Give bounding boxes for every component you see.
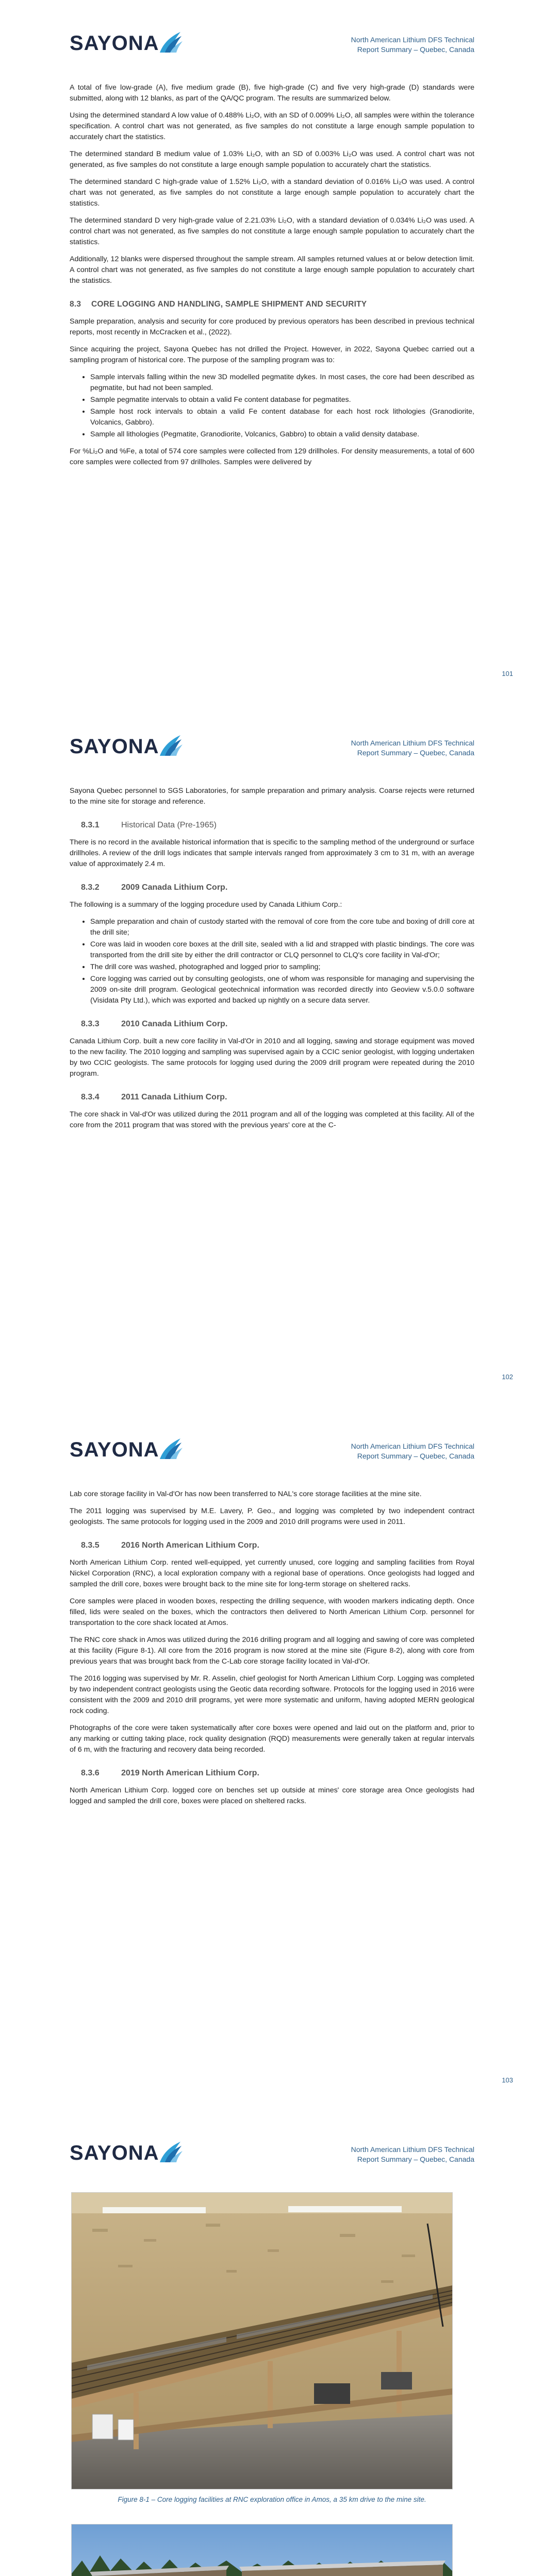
core-storage-sheds-image	[72, 2524, 452, 2576]
list-item: • Core was laid in wooden core boxes at the drill site, sealed with a lid and strapped with plastic bindings. The core was transported from the drill site by either the drill contractor or CLQ personnel to CLQ's core facility in Val-d'Or;	[90, 939, 474, 961]
subsection-number: 8.3.1	[81, 821, 100, 829]
report-title-line2: Report Summary – Quebec, Canada	[357, 45, 474, 54]
page-number: 103	[502, 2076, 513, 2084]
paragraph: The determined standard B medium value of 1.03% Li₂O, with an SD of 0.003% Li₂O was used. A control chart was not generated, as five samples do not constitute a large enough sample population to accurately chart the statistics.	[70, 150, 474, 169]
subsection-number: 8.3.5	[81, 1541, 100, 1550]
subsection-number: 8.3.4	[81, 1093, 100, 1101]
report-title-line1: North American Lithium DFS Technical	[351, 739, 474, 747]
subsection-title: 2016 North American Lithium Corp.	[121, 1541, 259, 1550]
list-item: • Sample pegmatite intervals to obtain a valid Fe content database for pegmatites.	[90, 395, 474, 405]
paragraph: Sayona Quebec personnel to SGS Laboratories, for sample preparation and primary analysis. Coarse rejects were returned to the mine site for storage and reference.	[70, 787, 474, 806]
paragraph: The determined standard D very high-grade value of 2.21.03% Li₂O, with a standard deviation of 0.034% Li₂O was used. A control chart was not generated, as five samples do not constitute a large enough sample population to accurately chart the statistics.	[70, 216, 474, 246]
paragraph: Since acquiring the project, Sayona Quebec has not drilled the Project. However, in 2022, Sayona Quebec carried out a sampling program of historical core. The purpose of the sampling program was to:	[70, 345, 474, 364]
subsection-heading-8-3-2	[70, 883, 474, 892]
leaf-icon	[158, 1436, 184, 1460]
subsection-number: 8.3.6	[81, 1769, 100, 1777]
list-item: • Sample preparation and chain of custody started with the removal of core from the core tube and boxing of drill core at the drill site;	[90, 917, 474, 938]
subsection-heading-8-3-1	[70, 821, 474, 830]
logo-text: SAYONA	[70, 2142, 159, 2164]
report-title-line2: Report Summary – Quebec, Canada	[357, 1452, 474, 1460]
paragraph: For %Li₂O and %Fe, a total of 574 core samples were collected from 129 drillholes. For density measurements, a total of 600 core samples were collected from 97 drillholes. Samples were delivered by	[70, 447, 474, 466]
paragraph: The 2016 logging was supervised by Mr. R. Asselin, chief geologist for North American Lithium Corp. Logging was completed by two independent contract geologists using the Geotic data recording software. Protocols for the logging used in 2016 were consistent with the 2009 and 2010 drill programs, yet were more systematic and uniform, having adopted MERN geological rock coding.	[70, 1674, 474, 1715]
subsection-title: 2009 Canada Lithium Corp.	[121, 883, 228, 892]
paragraph: Lab core storage facility in Val-d'Or has now been transferred to NAL's core storage facilities at the mine site.	[70, 1490, 422, 1498]
leaf-icon	[158, 733, 184, 757]
list-item: • Sample all lithologies (Pegmatite, Granodiorite, Volcanics, Gabbro) to obtain a valid density database.	[90, 429, 474, 440]
subsection-number: 8.3.2	[81, 883, 100, 892]
list-item: • Sample intervals falling within the new 3D modelled pegmatite dykes. In most cases, the core had been described as pegmatite, but had not been sampled.	[90, 372, 474, 394]
report-title-line1: North American Lithium DFS Technical	[351, 2145, 474, 2154]
figure-8-2-photo	[71, 2524, 453, 2576]
subsection-title: 2019 North American Lithium Corp.	[121, 1769, 259, 1777]
page-101	[0, 0, 544, 703]
core-logging-facility-image	[72, 2193, 452, 2489]
logo-text: SAYONA	[70, 1438, 159, 1461]
page-header	[70, 27, 474, 63]
leaf-icon	[158, 30, 184, 54]
sayona-logo	[70, 2140, 184, 2163]
paragraph: Using the determined standard A low value of 0.488% Li₂O, with an SD of 0.009% Li₂O, all samples were within the tolerance specification. A control chart was not generated, as five samples do not constitute a large enough sample population to accurately chart the statistics.	[70, 111, 474, 141]
subsection-title: 2010 Canada Lithium Corp.	[121, 1020, 228, 1028]
bullet-list	[70, 372, 474, 440]
paragraph: The following is a summary of the logging procedure used by Canada Lithium Corp.:	[70, 901, 342, 909]
subsection-heading-8-3-5	[70, 1541, 474, 1550]
subsection-heading-8-3-4	[70, 1093, 474, 1102]
sayona-logo	[70, 30, 184, 54]
paragraph: The determined standard C high-grade value of 1.52% Li₂O, with a standard deviation of 0.016% Li₂O was used. A control chart was not generated, as five samples do not constitute a large enough sample population to accurately chart the statistics.	[70, 178, 474, 208]
report-title-line1: North American Lithium DFS Technical	[351, 1442, 474, 1450]
subsection-number: 8.3.3	[81, 1020, 100, 1028]
list-item: • Core logging was carried out by consulting geologists, one of whom was responsible for managing and supervising the 2009 on-site drill program. Geological geotechnical information was recorded directly into Geoview v.5.0.0 software (Visidata Pty Ltd.), which was exported and backed up nightly on a secure data server.	[90, 974, 474, 1006]
page-104	[0, 2110, 544, 2576]
logo-text: SAYONA	[70, 32, 159, 55]
list-item: • The drill core was washed, photographed and logged prior to sampling;	[90, 962, 474, 973]
paragraph: There is no record in the available historical information that is specific to the sampling method of the underground or surface drillholes. A review of the drill logs indicates that sample intervals ranged from approximately 3 cm to 31 m, with an average value of approximately 2.4 m.	[70, 838, 474, 868]
report-title	[351, 1442, 474, 1461]
list-item: • Sample host rock intervals to obtain a valid Fe content database for each host rock lithologies (Granodiorite, Volcanics, Gabbro).	[90, 406, 474, 428]
sayona-logo	[70, 733, 184, 757]
report-title	[351, 2145, 474, 2164]
paragraph: Core samples were placed in wooden boxes, respecting the drilling sequence, with wooden markers indicating depth. Once filled, lids were sealed on the boxes, which the contractors then delivered to North American Lithium Corp. personnel for transportation to the core shack located at Amos.	[70, 1597, 474, 1627]
page-header	[70, 730, 474, 766]
subsection-heading-8-3-3	[70, 1020, 474, 1029]
page-number: 102	[502, 1373, 513, 1381]
paragraph: A total of five low-grade (A), five medium grade (B), five high-grade (C) and five very high-grade (D) standards were submitted, along with 12 blanks, as part of the QA/QC program. The results are summarized below.	[70, 83, 474, 103]
page-103	[0, 1406, 544, 2110]
figure-8-1-photo	[71, 2192, 453, 2489]
section-heading-8-3	[70, 300, 474, 309]
bullet-list	[70, 917, 474, 1006]
page-header	[70, 2137, 474, 2173]
report-title-line1: North American Lithium DFS Technical	[351, 36, 474, 44]
page-102	[0, 703, 544, 1406]
paragraph: North American Lithium Corp. logged core on benches set up outside at mines' core storage area Once geologists had logged and sampled the drill core, boxes were placed on sheltered racks.	[70, 1786, 474, 1805]
paragraph: Photographs of the core were taken systematically after core boxes were opened and laid out on the platform and, prior to any marking or cutting taking place, rock quality designation (RQD) measurements were generally taken at regular intervals of 6 m, with the fracturing and recovery data being recorded.	[70, 1724, 474, 1754]
paragraph: Canada Lithium Corp. built a new core facility in Val-d'Or in 2010 and all logging, sawing and storage equipment was moved to the new facility. The 2010 logging and sampling was supervised again by a CCIC senior geologist, with logging undertaken by two CCIC geologists. The same protocols for logging used during the 2009 drill program were repeated during the 2010 program.	[70, 1037, 474, 1078]
leaf-icon	[158, 2140, 184, 2163]
report-title	[351, 738, 474, 758]
subsection-title: Historical Data (Pre-1965)	[121, 821, 217, 829]
report-title	[351, 35, 474, 55]
page-header	[70, 1433, 474, 1469]
section-title: CORE LOGGING AND HANDLING, SAMPLE SHIPMENT AND SECURITY	[91, 300, 367, 309]
report-title-line2: Report Summary – Quebec, Canada	[357, 2155, 474, 2163]
logo-text: SAYONA	[70, 735, 159, 758]
page-number: 101	[502, 670, 513, 677]
paragraph: North American Lithium Corp. rented well-equipped, yet currently unused, core logging and sampling facilities from Royal Nickel Corporation (RNC), a local exploration company with a regional base of operations. Once geologists had logged and sampled the drill core, boxes were brought back to the mine site for long-term storage on sheltered racks.	[70, 1558, 474, 1588]
paragraph: The RNC core shack in Amos was utilized during the 2016 drilling program and all logging and sawing of core was completed at this facility (Figure 8-1). All core from the 2016 program is now stored at the mine site (Figure 8-2), along with core from previous years that was brought back from the C-Lab core storage facility located in Val-d'Or.	[70, 1636, 474, 1666]
subsection-title: 2011 Canada Lithium Corp.	[121, 1093, 227, 1101]
figure-8-1-caption: Figure 8-1 – Core logging facilities at RNC exploration office in Amos, a 35 km drive to the mine site.	[118, 2496, 426, 2503]
paragraph: The core shack in Val-d'Or was utilized during the 2011 program and all of the logging was completed at this facility. All of the core from the 2011 program that was stored with the previous years' core at the C-	[70, 1110, 474, 1129]
paragraph: Additionally, 12 blanks were dispersed throughout the sample stream. All samples returned values at or below detection limit. A control chart was not generated, as five samples do not constitute a large enough sample population to accurately chart the statistics.	[70, 255, 474, 285]
report-title-line2: Report Summary – Quebec, Canada	[357, 749, 474, 757]
paragraph: The 2011 logging was supervised by M.E. Lavery, P. Geo., and logging was completed by two independent contract geologists. The same protocols for logging used in the 2009 and 2010 drill programs were used in 2011.	[70, 1507, 474, 1526]
paragraph: Sample preparation, analysis and security for core produced by previous operators has been described in previous technical reports, most recently in McCracken et al., (2022).	[70, 317, 474, 336]
subsection-heading-8-3-6	[70, 1769, 474, 1778]
sayona-logo	[70, 1436, 184, 1460]
section-number: 8.3	[70, 300, 81, 309]
